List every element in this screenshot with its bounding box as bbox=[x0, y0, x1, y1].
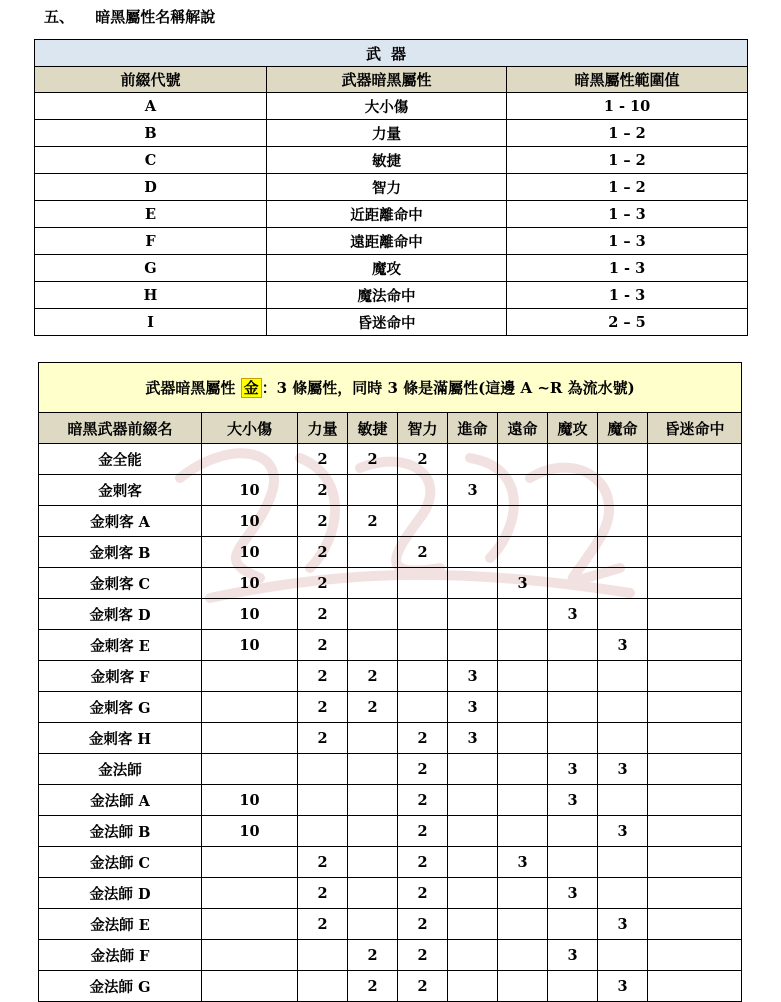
table2-cell: 3 bbox=[448, 692, 498, 723]
table2-cell bbox=[448, 537, 498, 568]
table2-cell bbox=[648, 630, 742, 661]
table2-cell bbox=[498, 878, 548, 909]
table2-cell: 3 bbox=[598, 971, 648, 1002]
table2-cell: 2 bbox=[348, 940, 398, 971]
table2-cell: 金法師 F bbox=[39, 940, 202, 971]
table2-row bbox=[39, 940, 742, 971]
table2-cell bbox=[348, 754, 398, 785]
table2-header-cell: 智力 bbox=[398, 413, 448, 444]
table2-cell bbox=[598, 661, 648, 692]
table2-cell bbox=[348, 475, 398, 506]
table2-cell: 金刺客 A bbox=[39, 506, 202, 537]
table2-cell bbox=[548, 661, 598, 692]
table2-cell bbox=[648, 444, 742, 475]
table2-row bbox=[39, 816, 742, 847]
table2-cell bbox=[448, 940, 498, 971]
table2-cell bbox=[348, 816, 398, 847]
section-heading bbox=[44, 6, 215, 27]
table2-cell bbox=[202, 878, 298, 909]
table2-cell bbox=[202, 692, 298, 723]
table2-cell bbox=[648, 754, 742, 785]
table2-cell bbox=[598, 444, 648, 475]
table2-cell: 金刺客 F bbox=[39, 661, 202, 692]
table2-cell bbox=[348, 909, 398, 940]
table2-cell: 2 bbox=[348, 444, 398, 475]
table1-cell: 1 – 3 bbox=[507, 228, 748, 255]
table2-cell bbox=[448, 506, 498, 537]
table2-cell: 2 bbox=[398, 909, 448, 940]
table2-cell bbox=[498, 909, 548, 940]
table2-row bbox=[39, 723, 742, 754]
table2-cell bbox=[348, 599, 398, 630]
table2-cell bbox=[648, 878, 742, 909]
table2-cell bbox=[298, 940, 348, 971]
table2-cell: 10 bbox=[202, 816, 298, 847]
table2-cell bbox=[648, 506, 742, 537]
table2-row bbox=[39, 568, 742, 599]
table2-cell bbox=[448, 971, 498, 1002]
table1-cell: 力量 bbox=[267, 120, 507, 147]
table1-row bbox=[35, 228, 748, 255]
table1-cell: 1 – 2 bbox=[507, 120, 748, 147]
table2-cell bbox=[348, 847, 398, 878]
table2-cell bbox=[548, 475, 598, 506]
table1-cell: C bbox=[35, 147, 267, 174]
table2-cell bbox=[498, 754, 548, 785]
table2-cell: 10 bbox=[202, 537, 298, 568]
table2-cell: 金刺客 E bbox=[39, 630, 202, 661]
table2-cell: 金刺客 G bbox=[39, 692, 202, 723]
table2-cell bbox=[498, 444, 548, 475]
table2-cell bbox=[398, 568, 448, 599]
table2-cell bbox=[498, 971, 548, 1002]
table2-row bbox=[39, 475, 742, 506]
table1-cell: E bbox=[35, 201, 267, 228]
table2-cell: 3 bbox=[448, 723, 498, 754]
table1-cell: A bbox=[35, 93, 267, 120]
table1-row bbox=[35, 309, 748, 336]
table2-cell: 3 bbox=[548, 754, 598, 785]
table2-cell: 3 bbox=[448, 475, 498, 506]
table1-cell: F bbox=[35, 228, 267, 255]
table2-cell bbox=[498, 723, 548, 754]
table2-cell bbox=[548, 537, 598, 568]
table2-cell: 10 bbox=[202, 506, 298, 537]
table2-cell bbox=[398, 506, 448, 537]
table2-cell: 金法師 bbox=[39, 754, 202, 785]
table2-row bbox=[39, 537, 742, 568]
table2-cell bbox=[448, 878, 498, 909]
table2-cell: 2 bbox=[398, 878, 448, 909]
table2-cell bbox=[298, 816, 348, 847]
table1-row bbox=[35, 93, 748, 120]
table2-cell bbox=[548, 723, 598, 754]
table2-cell bbox=[548, 847, 598, 878]
table2-cell bbox=[398, 599, 448, 630]
table2-cell bbox=[202, 940, 298, 971]
table2-cell bbox=[298, 971, 348, 1002]
table2-cell: 2 bbox=[348, 506, 398, 537]
table2-row bbox=[39, 971, 742, 1002]
table2-header-cell: 進命 bbox=[448, 413, 498, 444]
table2-cell bbox=[648, 847, 742, 878]
table2-cell bbox=[648, 568, 742, 599]
table2-cell bbox=[398, 661, 448, 692]
table2-row bbox=[39, 909, 742, 940]
grade-highlight: 金 bbox=[241, 378, 262, 398]
table2-cell bbox=[448, 444, 498, 475]
table2-row bbox=[39, 444, 742, 475]
table1-row bbox=[35, 282, 748, 309]
table2-cell: 2 bbox=[298, 661, 348, 692]
table2-cell: 10 bbox=[202, 599, 298, 630]
table1-cell: 1 - 3 bbox=[507, 282, 748, 309]
table2-cell bbox=[598, 599, 648, 630]
weapon-attribute-table bbox=[34, 39, 748, 336]
table2-cell: 金法師 A bbox=[39, 785, 202, 816]
table2-cell: 金全能 bbox=[39, 444, 202, 475]
table2-cell bbox=[648, 723, 742, 754]
table1-cell: 1 - 3 bbox=[507, 255, 748, 282]
table2-cell: 2 bbox=[298, 444, 348, 475]
table2-cell bbox=[348, 568, 398, 599]
table2-cell: 2 bbox=[298, 723, 348, 754]
table2-row bbox=[39, 661, 742, 692]
table1-cell: D bbox=[35, 174, 267, 201]
table2-cell bbox=[202, 661, 298, 692]
table2-cell: 2 bbox=[398, 754, 448, 785]
table2-title-prefix: 武器暗黑屬性 bbox=[145, 379, 236, 397]
table2-cell: 金刺客 B bbox=[39, 537, 202, 568]
table2-cell bbox=[548, 506, 598, 537]
table2-cell: 金刺客 D bbox=[39, 599, 202, 630]
table2-cell: 金刺客 C bbox=[39, 568, 202, 599]
table2-header-cell: 暗黑武器前綴名 bbox=[39, 413, 202, 444]
table2-cell: 3 bbox=[448, 661, 498, 692]
table2-cell bbox=[598, 692, 648, 723]
table1-cell: 1 – 2 bbox=[507, 147, 748, 174]
table2-cell: 2 bbox=[398, 444, 448, 475]
table2-cell: 2 bbox=[348, 971, 398, 1002]
table2-cell: 2 bbox=[298, 568, 348, 599]
table2-row bbox=[39, 785, 742, 816]
table2-cell bbox=[598, 723, 648, 754]
table2-cell bbox=[448, 599, 498, 630]
table2-cell: 2 bbox=[398, 816, 448, 847]
table2-cell: 金法師 B bbox=[39, 816, 202, 847]
table1-cell: 魔法命中 bbox=[267, 282, 507, 309]
gold-weapon-table bbox=[38, 362, 742, 1002]
table1-cell: 1 – 3 bbox=[507, 201, 748, 228]
table2-row bbox=[39, 878, 742, 909]
table2-row bbox=[39, 847, 742, 878]
table2-cell bbox=[548, 444, 598, 475]
table1-cell: 敏捷 bbox=[267, 147, 507, 174]
table2-cell bbox=[598, 475, 648, 506]
table2-row bbox=[39, 599, 742, 630]
table2-cell bbox=[498, 630, 548, 661]
table2-cell: 3 bbox=[548, 785, 598, 816]
table2-cell bbox=[648, 537, 742, 568]
table2-header-cell: 大小傷 bbox=[202, 413, 298, 444]
table2-cell: 2 bbox=[298, 847, 348, 878]
table2-cell: 2 bbox=[398, 940, 448, 971]
table2-cell: 3 bbox=[598, 816, 648, 847]
table1-cell: 1 - 10 bbox=[507, 93, 748, 120]
table2-cell bbox=[448, 754, 498, 785]
table2-cell: 10 bbox=[202, 475, 298, 506]
table2-cell: 2 bbox=[298, 537, 348, 568]
table2-cell bbox=[648, 661, 742, 692]
table1-title: 武器 bbox=[35, 40, 748, 67]
table2-cell: 2 bbox=[298, 599, 348, 630]
table2-cell bbox=[348, 630, 398, 661]
table2-cell: 3 bbox=[498, 568, 548, 599]
table1-header-cell: 暗黑屬性範圍值 bbox=[507, 67, 748, 93]
table2-header-cell: 魔攻 bbox=[548, 413, 598, 444]
table1-cell: B bbox=[35, 120, 267, 147]
table2-cell bbox=[648, 816, 742, 847]
table2-cell bbox=[202, 909, 298, 940]
table1-cell: 1 – 2 bbox=[507, 174, 748, 201]
table2-header-cell: 敏捷 bbox=[348, 413, 398, 444]
table2-cell bbox=[598, 940, 648, 971]
table2-cell: 3 bbox=[598, 909, 648, 940]
table2-cell bbox=[548, 568, 598, 599]
table2-cell bbox=[648, 599, 742, 630]
table2-cell bbox=[498, 537, 548, 568]
table2-cell bbox=[298, 785, 348, 816]
table2-cell bbox=[348, 785, 398, 816]
table2-cell bbox=[498, 785, 548, 816]
table2-cell: 2 bbox=[348, 692, 398, 723]
table2-row bbox=[39, 506, 742, 537]
table1-header-cell: 前綴代號 bbox=[35, 67, 267, 93]
table2-cell bbox=[448, 785, 498, 816]
table2-cell: 2 bbox=[298, 475, 348, 506]
table2-cell bbox=[648, 971, 742, 1002]
table2-cell: 2 bbox=[398, 785, 448, 816]
table2-cell bbox=[598, 785, 648, 816]
table2-cell: 3 bbox=[548, 599, 598, 630]
table2-cell: 2 bbox=[398, 537, 448, 568]
table2-cell bbox=[598, 847, 648, 878]
table2-cell bbox=[598, 878, 648, 909]
table2-cell bbox=[498, 475, 548, 506]
table2-row bbox=[39, 754, 742, 785]
table1-row bbox=[35, 174, 748, 201]
table2-cell: 2 bbox=[298, 506, 348, 537]
table2-cell: 2 bbox=[398, 847, 448, 878]
table2-cell: 金法師 G bbox=[39, 971, 202, 1002]
table2-cell bbox=[648, 909, 742, 940]
table2-cell: 3 bbox=[498, 847, 548, 878]
table2-cell bbox=[348, 537, 398, 568]
table2-cell bbox=[202, 971, 298, 1002]
table2-cell bbox=[348, 723, 398, 754]
table2-cell bbox=[202, 444, 298, 475]
table2-cell: 金法師 C bbox=[39, 847, 202, 878]
table2-cell bbox=[648, 785, 742, 816]
table2-header-cell: 遠命 bbox=[498, 413, 548, 444]
section-number: 五、 bbox=[44, 8, 75, 26]
table2-cell: 金法師 D bbox=[39, 878, 202, 909]
table2-cell bbox=[548, 816, 598, 847]
table2-cell: 2 bbox=[298, 630, 348, 661]
table2-header-cell: 魔命 bbox=[598, 413, 648, 444]
table2-cell: 2 bbox=[398, 723, 448, 754]
table2-cell: 10 bbox=[202, 568, 298, 599]
table2-cell: 金法師 E bbox=[39, 909, 202, 940]
table2-cell: 3 bbox=[548, 878, 598, 909]
table2-row bbox=[39, 692, 742, 723]
table1-row bbox=[35, 255, 748, 282]
table1-cell: 遠距離命中 bbox=[267, 228, 507, 255]
table2-cell: 2 bbox=[298, 878, 348, 909]
table1-cell: I bbox=[35, 309, 267, 336]
table2-cell bbox=[548, 971, 598, 1002]
table1-header-cell: 武器暗黑屬性 bbox=[267, 67, 507, 93]
table2-cell bbox=[498, 599, 548, 630]
table2-cell bbox=[648, 940, 742, 971]
table2-cell: 3 bbox=[598, 630, 648, 661]
table1-cell: G bbox=[35, 255, 267, 282]
table2-cell bbox=[448, 816, 498, 847]
table2-cell bbox=[498, 692, 548, 723]
table2-cell: 金刺客 bbox=[39, 475, 202, 506]
table2-cell: 2 bbox=[298, 692, 348, 723]
table2-cell: 3 bbox=[598, 754, 648, 785]
table2-cell bbox=[598, 506, 648, 537]
section-title: 暗黑屬性名稱解說 bbox=[95, 8, 216, 26]
table1-cell: 2 – 5 bbox=[507, 309, 748, 336]
table2-cell bbox=[648, 692, 742, 723]
table2-cell: 3 bbox=[548, 940, 598, 971]
table2-cell bbox=[202, 754, 298, 785]
table2-cell: 2 bbox=[398, 971, 448, 1002]
table1-row bbox=[35, 201, 748, 228]
table1-cell: 大小傷 bbox=[267, 93, 507, 120]
table2-header-cell: 昏迷命中 bbox=[648, 413, 742, 444]
table2-cell bbox=[648, 475, 742, 506]
table1-cell: H bbox=[35, 282, 267, 309]
table2-cell bbox=[498, 816, 548, 847]
table2-cell bbox=[398, 475, 448, 506]
table2-title-suffix: ：3 條屬性，同時 3 條是滿屬性(這邊 A ~R 為流水號) bbox=[261, 379, 635, 397]
table2-cell bbox=[202, 847, 298, 878]
table2-cell bbox=[598, 537, 648, 568]
table2-cell bbox=[448, 847, 498, 878]
table2-cell bbox=[548, 692, 598, 723]
table1-cell: 昏迷命中 bbox=[267, 309, 507, 336]
table2-cell: 2 bbox=[348, 661, 398, 692]
table2-cell bbox=[202, 723, 298, 754]
table2-cell bbox=[498, 506, 548, 537]
table2-cell bbox=[298, 754, 348, 785]
table2-cell bbox=[348, 878, 398, 909]
table2-title bbox=[39, 363, 742, 413]
table2-cell bbox=[498, 661, 548, 692]
table1-cell: 魔攻 bbox=[267, 255, 507, 282]
table2-cell bbox=[548, 630, 598, 661]
table2-cell bbox=[598, 568, 648, 599]
table1-cell: 近距離命中 bbox=[267, 201, 507, 228]
table2-cell bbox=[398, 692, 448, 723]
table2-row bbox=[39, 630, 742, 661]
table2-cell bbox=[448, 630, 498, 661]
table1-row bbox=[35, 147, 748, 174]
table2-cell bbox=[448, 909, 498, 940]
table2-cell: 10 bbox=[202, 630, 298, 661]
table1-row bbox=[35, 120, 748, 147]
table2-cell bbox=[398, 630, 448, 661]
table2-header-cell: 力量 bbox=[298, 413, 348, 444]
table1-cell: 智力 bbox=[267, 174, 507, 201]
table2-cell: 2 bbox=[298, 909, 348, 940]
table2-cell bbox=[498, 940, 548, 971]
table2-cell: 金刺客 H bbox=[39, 723, 202, 754]
table2-cell bbox=[448, 568, 498, 599]
table2-cell bbox=[548, 909, 598, 940]
table2-cell: 10 bbox=[202, 785, 298, 816]
